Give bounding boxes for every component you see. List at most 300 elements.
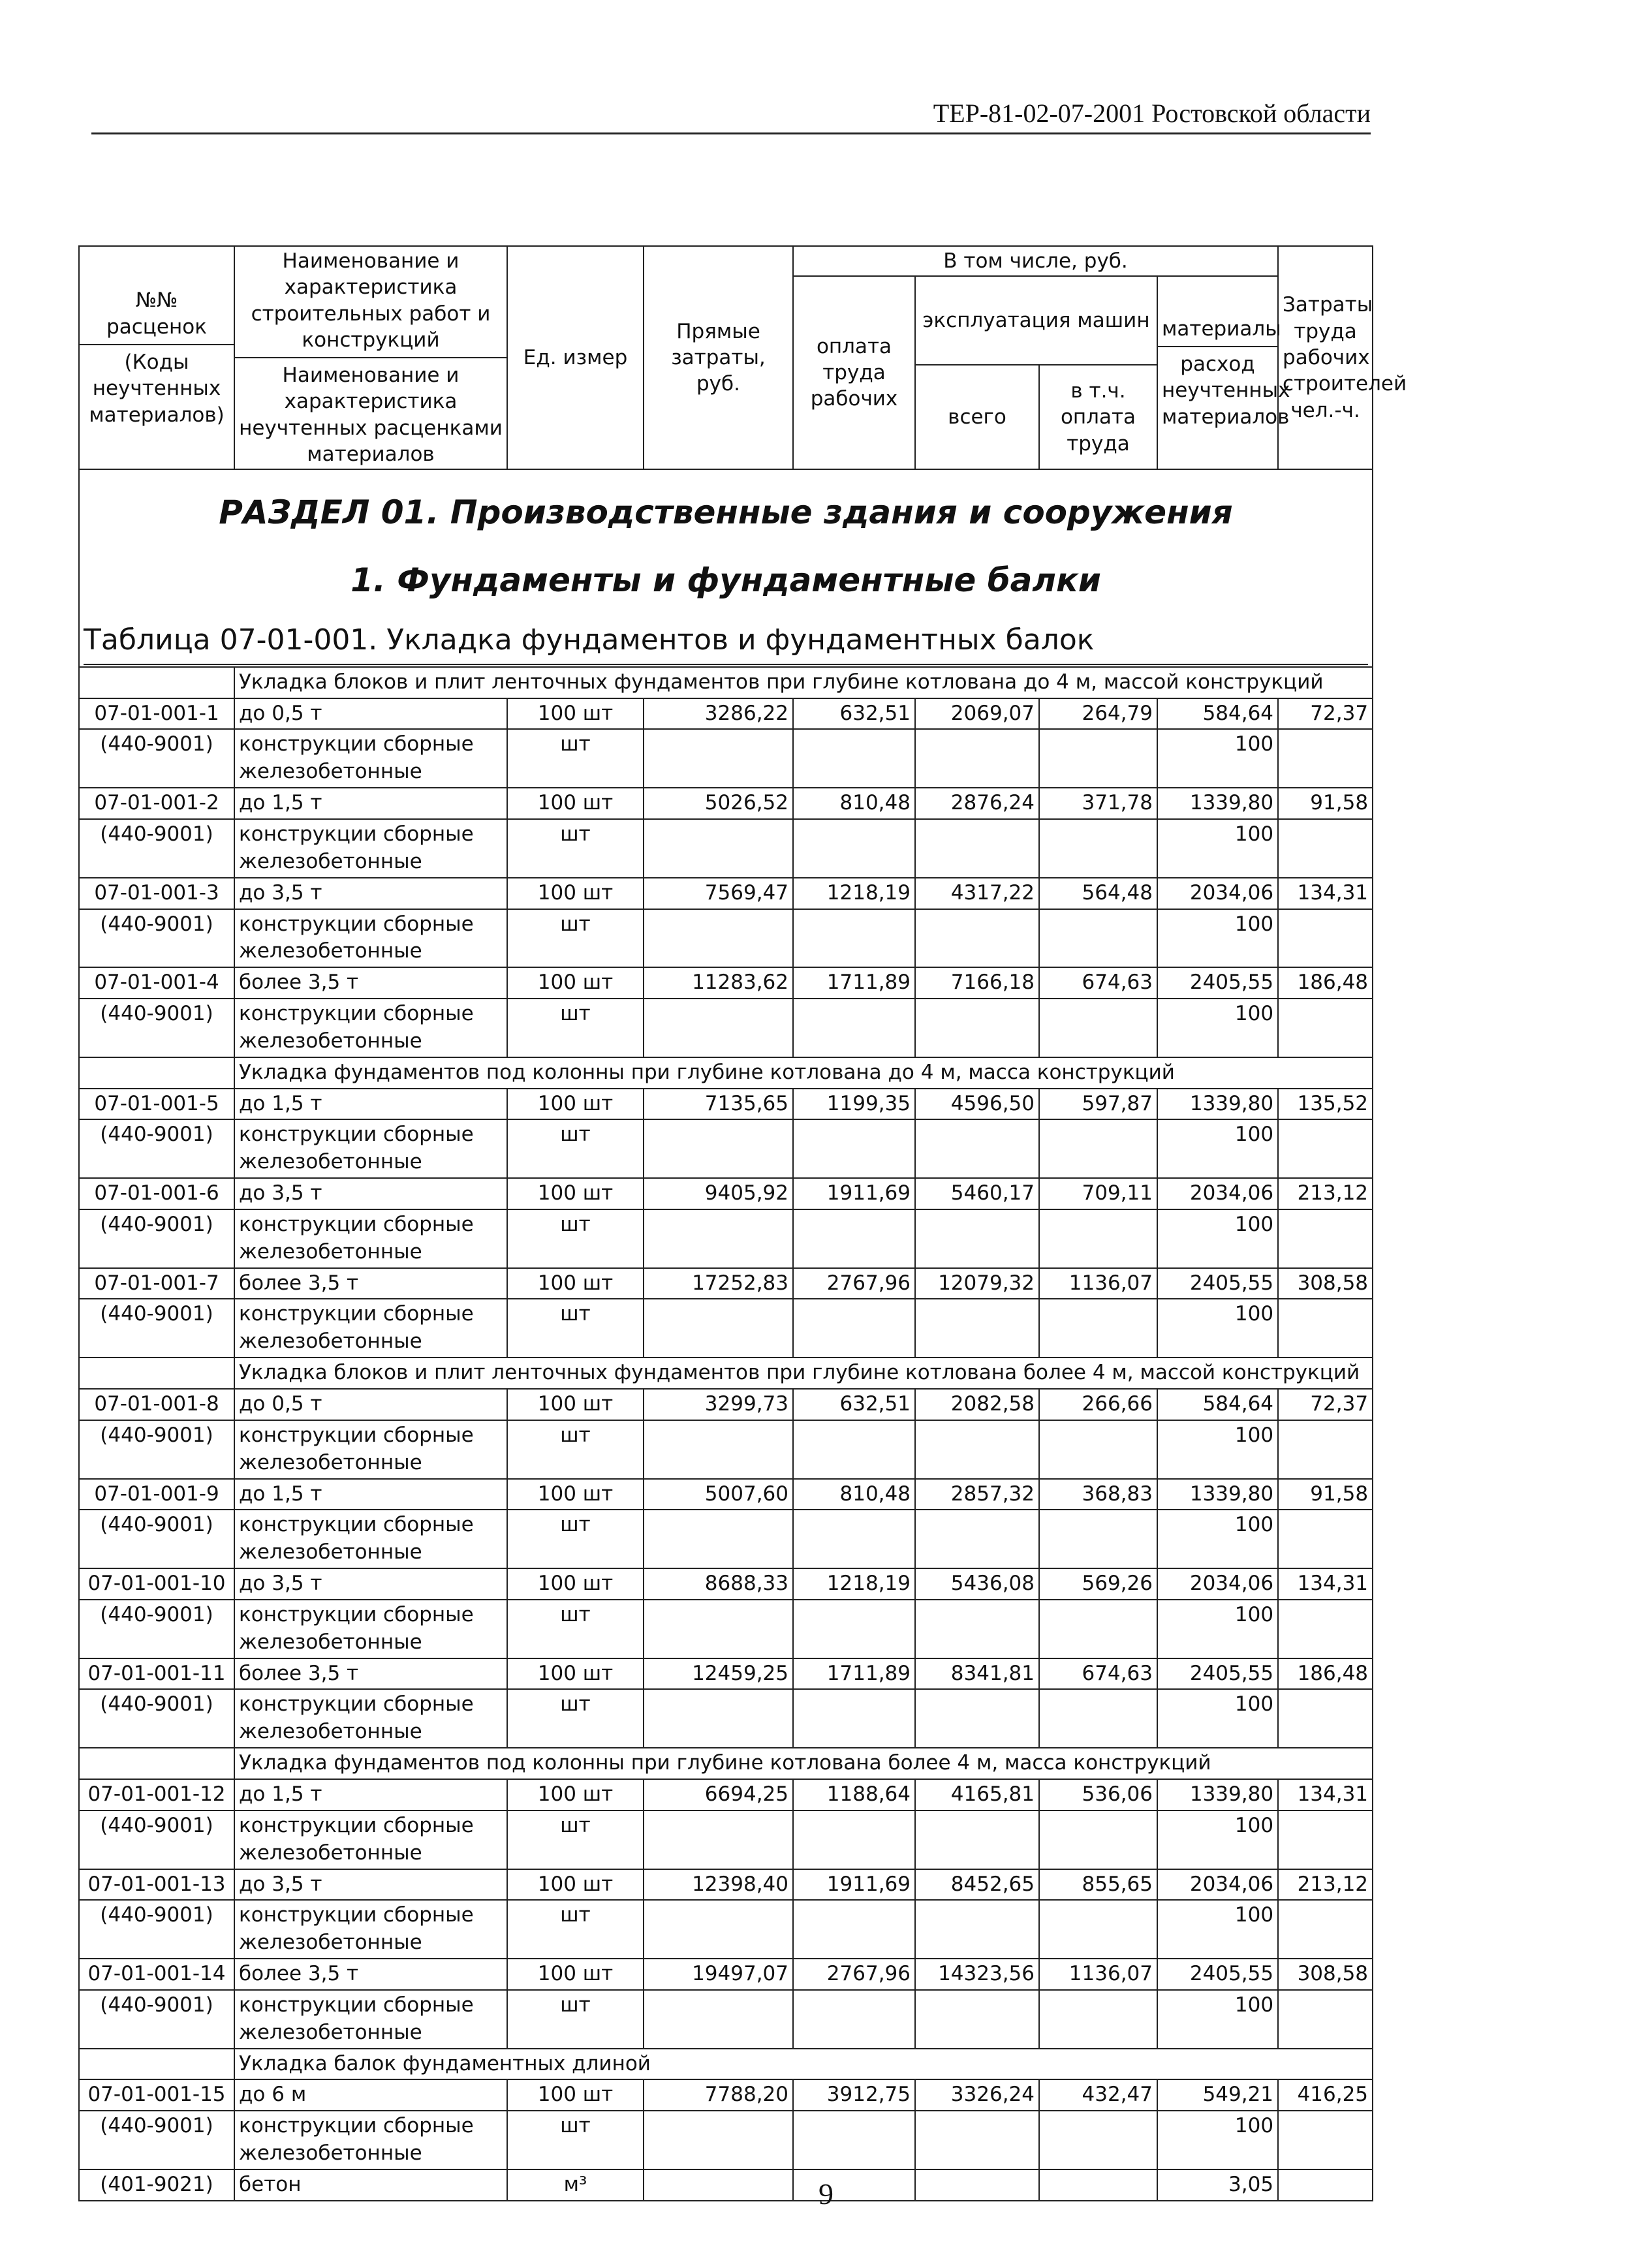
material-quantity: 100	[1157, 1209, 1278, 1268]
rate-unit: 100 шт	[507, 1779, 644, 1810]
empty-cell	[644, 729, 793, 788]
material-code: (440-9001)	[79, 1299, 234, 1358]
group-spacer	[79, 2049, 234, 2080]
col-direct: Прямые затраты, руб.	[644, 246, 793, 469]
empty-cell	[644, 2111, 793, 2169]
empty-cell	[1039, 1299, 1157, 1358]
material-code: (440-9001)	[79, 1810, 234, 1869]
material-row	[79, 1299, 1373, 1358]
material-cost: 2405,55	[1157, 1268, 1278, 1299]
material-code: (440-9001)	[79, 1510, 234, 1568]
table-row	[79, 788, 1373, 819]
table-row	[79, 1568, 1373, 1600]
rate-name: до 1,5 т	[234, 1479, 507, 1510]
material-code: (440-9001)	[79, 1990, 234, 2049]
material-name: конструкции сборные железобетонные	[234, 2111, 507, 2169]
rate-code: 07-01-001-13	[79, 1869, 234, 1901]
col-machines-labor: в т.ч. оплата труда	[1039, 365, 1157, 469]
empty-cell	[1278, 2111, 1373, 2169]
price-table-sheet	[78, 245, 1407, 2201]
empty-cell	[644, 1299, 793, 1358]
machine-labor-cost: 569,26	[1039, 1568, 1157, 1600]
material-cost: 2405,55	[1157, 1658, 1278, 1690]
material-unit: шт	[507, 1810, 644, 1869]
direct-cost: 3299,73	[644, 1389, 793, 1420]
material-unit: шт	[507, 1689, 644, 1748]
rate-unit: 100 шт	[507, 1869, 644, 1901]
machine-labor-cost: 371,78	[1039, 788, 1157, 819]
group-spacer	[79, 1358, 234, 1389]
table-row	[79, 878, 1373, 909]
material-row	[79, 1810, 1373, 1869]
empty-cell	[1278, 1689, 1373, 1748]
material-row	[79, 1420, 1373, 1479]
material-unit: шт	[507, 1900, 644, 1959]
material-unit: шт	[507, 1420, 644, 1479]
material-cost: 1339,80	[1157, 788, 1278, 819]
labor-cost: 1911,69	[793, 1869, 915, 1901]
empty-cell	[915, 1990, 1039, 2049]
material-quantity: 100	[1157, 1299, 1278, 1358]
empty-cell	[1039, 729, 1157, 788]
labor-hours: 308,58	[1278, 1268, 1373, 1299]
material-quantity: 100	[1157, 1689, 1278, 1748]
material-name: конструкции сборные железобетонные	[234, 1209, 507, 1268]
material-name: конструкции сборные железобетонные	[234, 1299, 507, 1358]
rate-code: 07-01-001-8	[79, 1389, 234, 1420]
material-name: конструкции сборные железобетонные	[234, 1600, 507, 1658]
material-row	[79, 999, 1373, 1057]
machine-cost: 8341,81	[915, 1658, 1039, 1690]
material-quantity: 100	[1157, 1420, 1278, 1479]
empty-cell	[793, 1600, 915, 1658]
rate-code: 07-01-001-1	[79, 698, 234, 730]
material-unit: шт	[507, 729, 644, 788]
machine-cost: 2857,32	[915, 1479, 1039, 1510]
empty-cell	[1039, 1810, 1157, 1869]
rate-name: до 0,5 т	[234, 698, 507, 730]
labor-cost: 1199,35	[793, 1089, 915, 1120]
rate-code: 07-01-001-6	[79, 1178, 234, 1209]
rate-code: 07-01-001-10	[79, 1568, 234, 1600]
empty-cell	[793, 729, 915, 788]
material-code: (440-9001)	[79, 1600, 234, 1658]
rate-name: до 3,5 т	[234, 878, 507, 909]
material-quantity: 100	[1157, 1810, 1278, 1869]
col-materials: материалы расход неучтенных материалов	[1157, 276, 1278, 469]
col-labor: оплата труда рабочих	[793, 276, 915, 469]
direct-cost: 5007,60	[644, 1479, 793, 1510]
labor-hours: 186,48	[1278, 967, 1373, 999]
rate-unit: 100 шт	[507, 1479, 644, 1510]
rate-code: 07-01-001-7	[79, 1268, 234, 1299]
group-spacer	[79, 667, 234, 698]
rate-unit: 100 шт	[507, 1658, 644, 1690]
material-unit: м³	[507, 2169, 644, 2201]
labor-cost: 1911,69	[793, 1178, 915, 1209]
machine-labor-cost: 1136,07	[1039, 1268, 1157, 1299]
labor-hours: 213,12	[1278, 1178, 1373, 1209]
empty-cell	[1278, 1900, 1373, 1959]
table-row	[79, 1089, 1373, 1120]
material-name: конструкции сборные железобетонные	[234, 729, 507, 788]
material-unit: шт	[507, 2111, 644, 2169]
direct-cost: 5026,52	[644, 788, 793, 819]
empty-cell	[793, 1209, 915, 1268]
labor-hours: 134,31	[1278, 1779, 1373, 1810]
machine-labor-cost: 368,83	[1039, 1479, 1157, 1510]
empty-cell	[793, 1990, 915, 2049]
machine-cost: 14323,56	[915, 1959, 1039, 1990]
table-row	[79, 2079, 1373, 2111]
empty-cell	[1039, 1510, 1157, 1568]
group-title: Укладка блоков и плит ленточных фундаментов при глубине котлована до 4 м, массой конструкций	[234, 667, 1373, 698]
empty-cell	[1039, 1990, 1157, 2049]
group-heading-row	[79, 1748, 1373, 1779]
rate-code: 07-01-001-4	[79, 967, 234, 999]
material-name: конструкции сборные железобетонные	[234, 909, 507, 968]
empty-cell	[1278, 909, 1373, 968]
labor-hours: 91,58	[1278, 788, 1373, 819]
material-quantity: 100	[1157, 729, 1278, 788]
empty-cell	[1278, 1299, 1373, 1358]
machine-cost: 3326,24	[915, 2079, 1039, 2111]
material-code: (440-9001)	[79, 909, 234, 968]
machine-cost: 2876,24	[915, 788, 1039, 819]
rate-unit: 100 шт	[507, 967, 644, 999]
group-title: Укладка фундаментов под колонны при глубине котлована более 4 м, масса конструкций	[234, 1748, 1373, 1779]
direct-cost: 11283,62	[644, 967, 793, 999]
material-unit: шт	[507, 1510, 644, 1568]
material-name: конструкции сборные железобетонные	[234, 1810, 507, 1869]
labor-cost: 810,48	[793, 1479, 915, 1510]
material-row	[79, 1119, 1373, 1178]
empty-cell	[1278, 1990, 1373, 2049]
price-table	[78, 245, 1407, 2201]
empty-cell	[915, 1420, 1039, 1479]
material-row	[79, 1990, 1373, 2049]
machine-cost: 5460,17	[915, 1178, 1039, 1209]
empty-cell	[915, 999, 1039, 1057]
material-code: (440-9001)	[79, 2111, 234, 2169]
empty-cell	[1039, 1420, 1157, 1479]
material-quantity: 3,05	[1157, 2169, 1278, 2201]
col-machines: эксплуатация машин	[915, 276, 1157, 365]
col-workers: Затраты труда рабочих строителей чел.-ч.	[1278, 246, 1373, 469]
material-row	[79, 1600, 1373, 1658]
empty-cell	[793, 1689, 915, 1748]
rate-name: до 1,5 т	[234, 1089, 507, 1120]
material-quantity: 100	[1157, 1900, 1278, 1959]
material-unit: шт	[507, 1299, 644, 1358]
direct-cost: 3286,22	[644, 698, 793, 730]
machine-labor-cost: 264,79	[1039, 698, 1157, 730]
machine-labor-cost: 674,63	[1039, 1658, 1157, 1690]
group-heading-row	[79, 1358, 1373, 1389]
empty-cell	[1039, 1900, 1157, 1959]
rate-name: до 6 м	[234, 2079, 507, 2111]
material-code: (440-9001)	[79, 1209, 234, 1268]
material-unit: шт	[507, 819, 644, 878]
empty-cell	[1278, 1420, 1373, 1479]
page-header	[91, 98, 1371, 134]
labor-cost: 632,51	[793, 698, 915, 730]
material-quantity: 100	[1157, 1990, 1278, 2049]
labor-hours: 72,37	[1278, 698, 1373, 730]
labor-hours: 186,48	[1278, 1658, 1373, 1690]
machine-labor-cost: 432,47	[1039, 2079, 1157, 2111]
material-code: (440-9001)	[79, 1689, 234, 1748]
material-code: (440-9001)	[79, 819, 234, 878]
empty-cell	[915, 909, 1039, 968]
material-code: (440-9001)	[79, 1900, 234, 1959]
empty-cell	[644, 1600, 793, 1658]
material-cost: 2405,55	[1157, 967, 1278, 999]
machine-cost: 5436,08	[915, 1568, 1039, 1600]
empty-cell	[1039, 1119, 1157, 1178]
material-cost: 1339,80	[1157, 1479, 1278, 1510]
group-spacer	[79, 1057, 234, 1089]
empty-cell	[915, 1689, 1039, 1748]
rate-unit: 100 шт	[507, 698, 644, 730]
material-name: бетон	[234, 2169, 507, 2201]
empty-cell	[1039, 2111, 1157, 2169]
empty-cell	[915, 1810, 1039, 1869]
rate-name: до 3,5 т	[234, 1869, 507, 1901]
rate-code: 07-01-001-3	[79, 878, 234, 909]
table-row	[79, 1658, 1373, 1690]
material-code: (401-9021)	[79, 2169, 234, 2201]
empty-cell	[793, 1420, 915, 1479]
machine-cost: 2069,07	[915, 698, 1039, 730]
material-row	[79, 819, 1373, 878]
empty-cell	[1278, 1510, 1373, 1568]
material-quantity: 100	[1157, 1119, 1278, 1178]
direct-cost: 17252,83	[644, 1268, 793, 1299]
empty-cell	[793, 999, 915, 1057]
rate-code: 07-01-001-15	[79, 2079, 234, 2111]
material-cost: 1339,80	[1157, 1779, 1278, 1810]
machine-cost: 4165,81	[915, 1779, 1039, 1810]
rate-code: 07-01-001-9	[79, 1479, 234, 1510]
subsection-title: 1. Фундаменты и фундаментные балки	[351, 561, 1101, 599]
direct-cost: 19497,07	[644, 1959, 793, 1990]
material-quantity: 100	[1157, 1510, 1278, 1568]
empty-cell	[1278, 1600, 1373, 1658]
rate-unit: 100 шт	[507, 2079, 644, 2111]
rates-body	[79, 667, 1373, 2201]
table-row	[79, 1479, 1373, 1510]
material-cost: 2034,06	[1157, 878, 1278, 909]
empty-cell	[1039, 909, 1157, 968]
group-heading-row	[79, 667, 1373, 698]
table-body	[79, 469, 1373, 666]
material-name: конструкции сборные железобетонные	[234, 999, 507, 1057]
rate-name: более 3,5 т	[234, 1959, 507, 1990]
material-cost: 549,21	[1157, 2079, 1278, 2111]
rate-unit: 100 шт	[507, 1568, 644, 1600]
labor-hours: 213,12	[1278, 1869, 1373, 1901]
empty-cell	[915, 1510, 1039, 1568]
rate-name: более 3,5 т	[234, 1268, 507, 1299]
rate-unit: 100 шт	[507, 878, 644, 909]
empty-cell	[1278, 1209, 1373, 1268]
material-row	[79, 1209, 1373, 1268]
material-row	[79, 1510, 1373, 1568]
group-title: Укладка балок фундаментных длиной	[234, 2049, 1373, 2080]
labor-hours: 134,31	[1278, 1568, 1373, 1600]
empty-cell	[915, 2111, 1039, 2169]
col-incl: В том числе, руб.	[793, 246, 1278, 276]
col-machines-total: всего	[915, 365, 1039, 469]
empty-cell	[793, 1299, 915, 1358]
col-name: Наименование и характеристика строительных работ и конструкций Наименование и характеристика неучтенных расценками материалов	[234, 246, 507, 469]
labor-hours: 91,58	[1278, 1479, 1373, 1510]
direct-cost: 9405,92	[644, 1178, 793, 1209]
rate-code: 07-01-001-2	[79, 788, 234, 819]
empty-cell	[1039, 1600, 1157, 1658]
empty-cell	[915, 1119, 1039, 1178]
rate-name: более 3,5 т	[234, 1658, 507, 1690]
rate-name: до 3,5 т	[234, 1568, 507, 1600]
material-cost: 1339,80	[1157, 1089, 1278, 1120]
labor-hours: 134,31	[1278, 878, 1373, 909]
page-number: 9	[818, 2177, 834, 2211]
material-quantity: 100	[1157, 999, 1278, 1057]
table-row	[79, 1959, 1373, 1990]
empty-cell	[1278, 819, 1373, 878]
col-code: №№ расценок (Коды неучтенных материалов)	[79, 246, 234, 469]
machine-labor-cost: 674,63	[1039, 967, 1157, 999]
rate-unit: 100 шт	[507, 1959, 644, 1990]
empty-cell	[644, 1900, 793, 1959]
empty-cell	[644, 1510, 793, 1568]
table-row	[79, 1268, 1373, 1299]
empty-cell	[1039, 819, 1157, 878]
empty-cell	[915, 729, 1039, 788]
material-name: конструкции сборные железобетонные	[234, 1420, 507, 1479]
empty-cell	[1278, 729, 1373, 788]
empty-cell	[915, 1209, 1039, 1268]
empty-cell	[644, 819, 793, 878]
rate-unit: 100 шт	[507, 1178, 644, 1209]
direct-cost: 12398,40	[644, 1869, 793, 1901]
material-cost: 2034,06	[1157, 1869, 1278, 1901]
group-spacer	[79, 1748, 234, 1779]
material-code: (440-9001)	[79, 1420, 234, 1479]
machine-labor-cost: 564,48	[1039, 878, 1157, 909]
empty-cell	[644, 1689, 793, 1748]
empty-cell	[915, 1900, 1039, 1959]
empty-cell	[915, 819, 1039, 878]
empty-cell	[1039, 1209, 1157, 1268]
table-header	[79, 246, 1407, 469]
rate-name: более 3,5 т	[234, 967, 507, 999]
machine-labor-cost: 709,11	[1039, 1178, 1157, 1209]
machine-cost: 12079,32	[915, 1268, 1039, 1299]
machine-cost: 4596,50	[915, 1089, 1039, 1120]
material-row	[79, 909, 1373, 968]
material-name: конструкции сборные железобетонные	[234, 1689, 507, 1748]
direct-cost: 6694,25	[644, 1779, 793, 1810]
labor-hours: 308,58	[1278, 1959, 1373, 1990]
rate-code: 07-01-001-14	[79, 1959, 234, 1990]
machine-labor-cost: 536,06	[1039, 1779, 1157, 1810]
material-quantity: 100	[1157, 1600, 1278, 1658]
machine-cost: 2082,58	[915, 1389, 1039, 1420]
empty-cell	[1039, 1689, 1157, 1748]
material-code: (440-9001)	[79, 729, 234, 788]
direct-cost: 8688,33	[644, 1568, 793, 1600]
rate-name: до 0,5 т	[234, 1389, 507, 1420]
labor-cost: 810,48	[793, 788, 915, 819]
material-unit: шт	[507, 999, 644, 1057]
group-title: Укладка фундаментов под колонны при глубине котлована до 4 м, масса конструкций	[234, 1057, 1373, 1089]
empty-cell	[644, 999, 793, 1057]
rate-code: 07-01-001-11	[79, 1658, 234, 1690]
material-unit: шт	[507, 1600, 644, 1658]
material-name: конструкции сборные железобетонные	[234, 1990, 507, 2049]
empty-cell	[793, 1900, 915, 1959]
group-heading-row	[79, 1057, 1373, 1089]
rate-name: до 1,5 т	[234, 1779, 507, 1810]
labor-hours: 135,52	[1278, 1089, 1373, 1120]
material-unit: шт	[507, 909, 644, 968]
rate-name: до 1,5 т	[234, 788, 507, 819]
labor-hours: 416,25	[1278, 2079, 1373, 2111]
rate-code: 07-01-001-12	[79, 1779, 234, 1810]
group-heading-row	[79, 2049, 1373, 2080]
empty-cell	[793, 2111, 915, 2169]
empty-cell	[793, 1510, 915, 1568]
table-row	[79, 698, 1373, 730]
material-cost: 2034,06	[1157, 1178, 1278, 1209]
material-name: конструкции сборные железобетонные	[234, 1900, 507, 1959]
rate-unit: 100 шт	[507, 1089, 644, 1120]
table-row	[79, 1779, 1373, 1810]
empty-cell	[644, 1119, 793, 1178]
labor-cost: 3912,75	[793, 2079, 915, 2111]
section-title: РАЗДЕЛ 01. Производственные здания и сооружения	[219, 493, 1233, 532]
material-cost: 2405,55	[1157, 1959, 1278, 1990]
direct-cost: 7788,20	[644, 2079, 793, 2111]
labor-cost: 2767,96	[793, 1959, 915, 1990]
empty-cell	[1039, 999, 1157, 1057]
material-name: конструкции сборные железобетонные	[234, 1119, 507, 1178]
material-row	[79, 1689, 1373, 1748]
material-quantity: 100	[1157, 819, 1278, 878]
labor-cost: 1188,64	[793, 1779, 915, 1810]
section-heading-row	[79, 469, 1373, 666]
empty-cell	[793, 1119, 915, 1178]
empty-cell	[644, 1209, 793, 1268]
material-code: (440-9001)	[79, 1119, 234, 1178]
rate-code: 07-01-001-5	[79, 1089, 234, 1120]
empty-cell	[1278, 999, 1373, 1057]
material-cost: 2034,06	[1157, 1568, 1278, 1600]
empty-cell	[793, 1810, 915, 1869]
machine-labor-cost: 266,66	[1039, 1389, 1157, 1420]
rate-name: до 3,5 т	[234, 1178, 507, 1209]
labor-hours: 72,37	[1278, 1389, 1373, 1420]
direct-cost: 7569,47	[644, 878, 793, 909]
material-quantity: 100	[1157, 2111, 1278, 2169]
rate-unit: 100 шт	[507, 1268, 644, 1299]
empty-cell	[644, 909, 793, 968]
empty-cell	[1278, 1119, 1373, 1178]
group-title: Укладка блоков и плит ленточных фундаментов при глубине котлована более 4 м, массой конструкций	[234, 1358, 1373, 1389]
table-row	[79, 1869, 1373, 1901]
